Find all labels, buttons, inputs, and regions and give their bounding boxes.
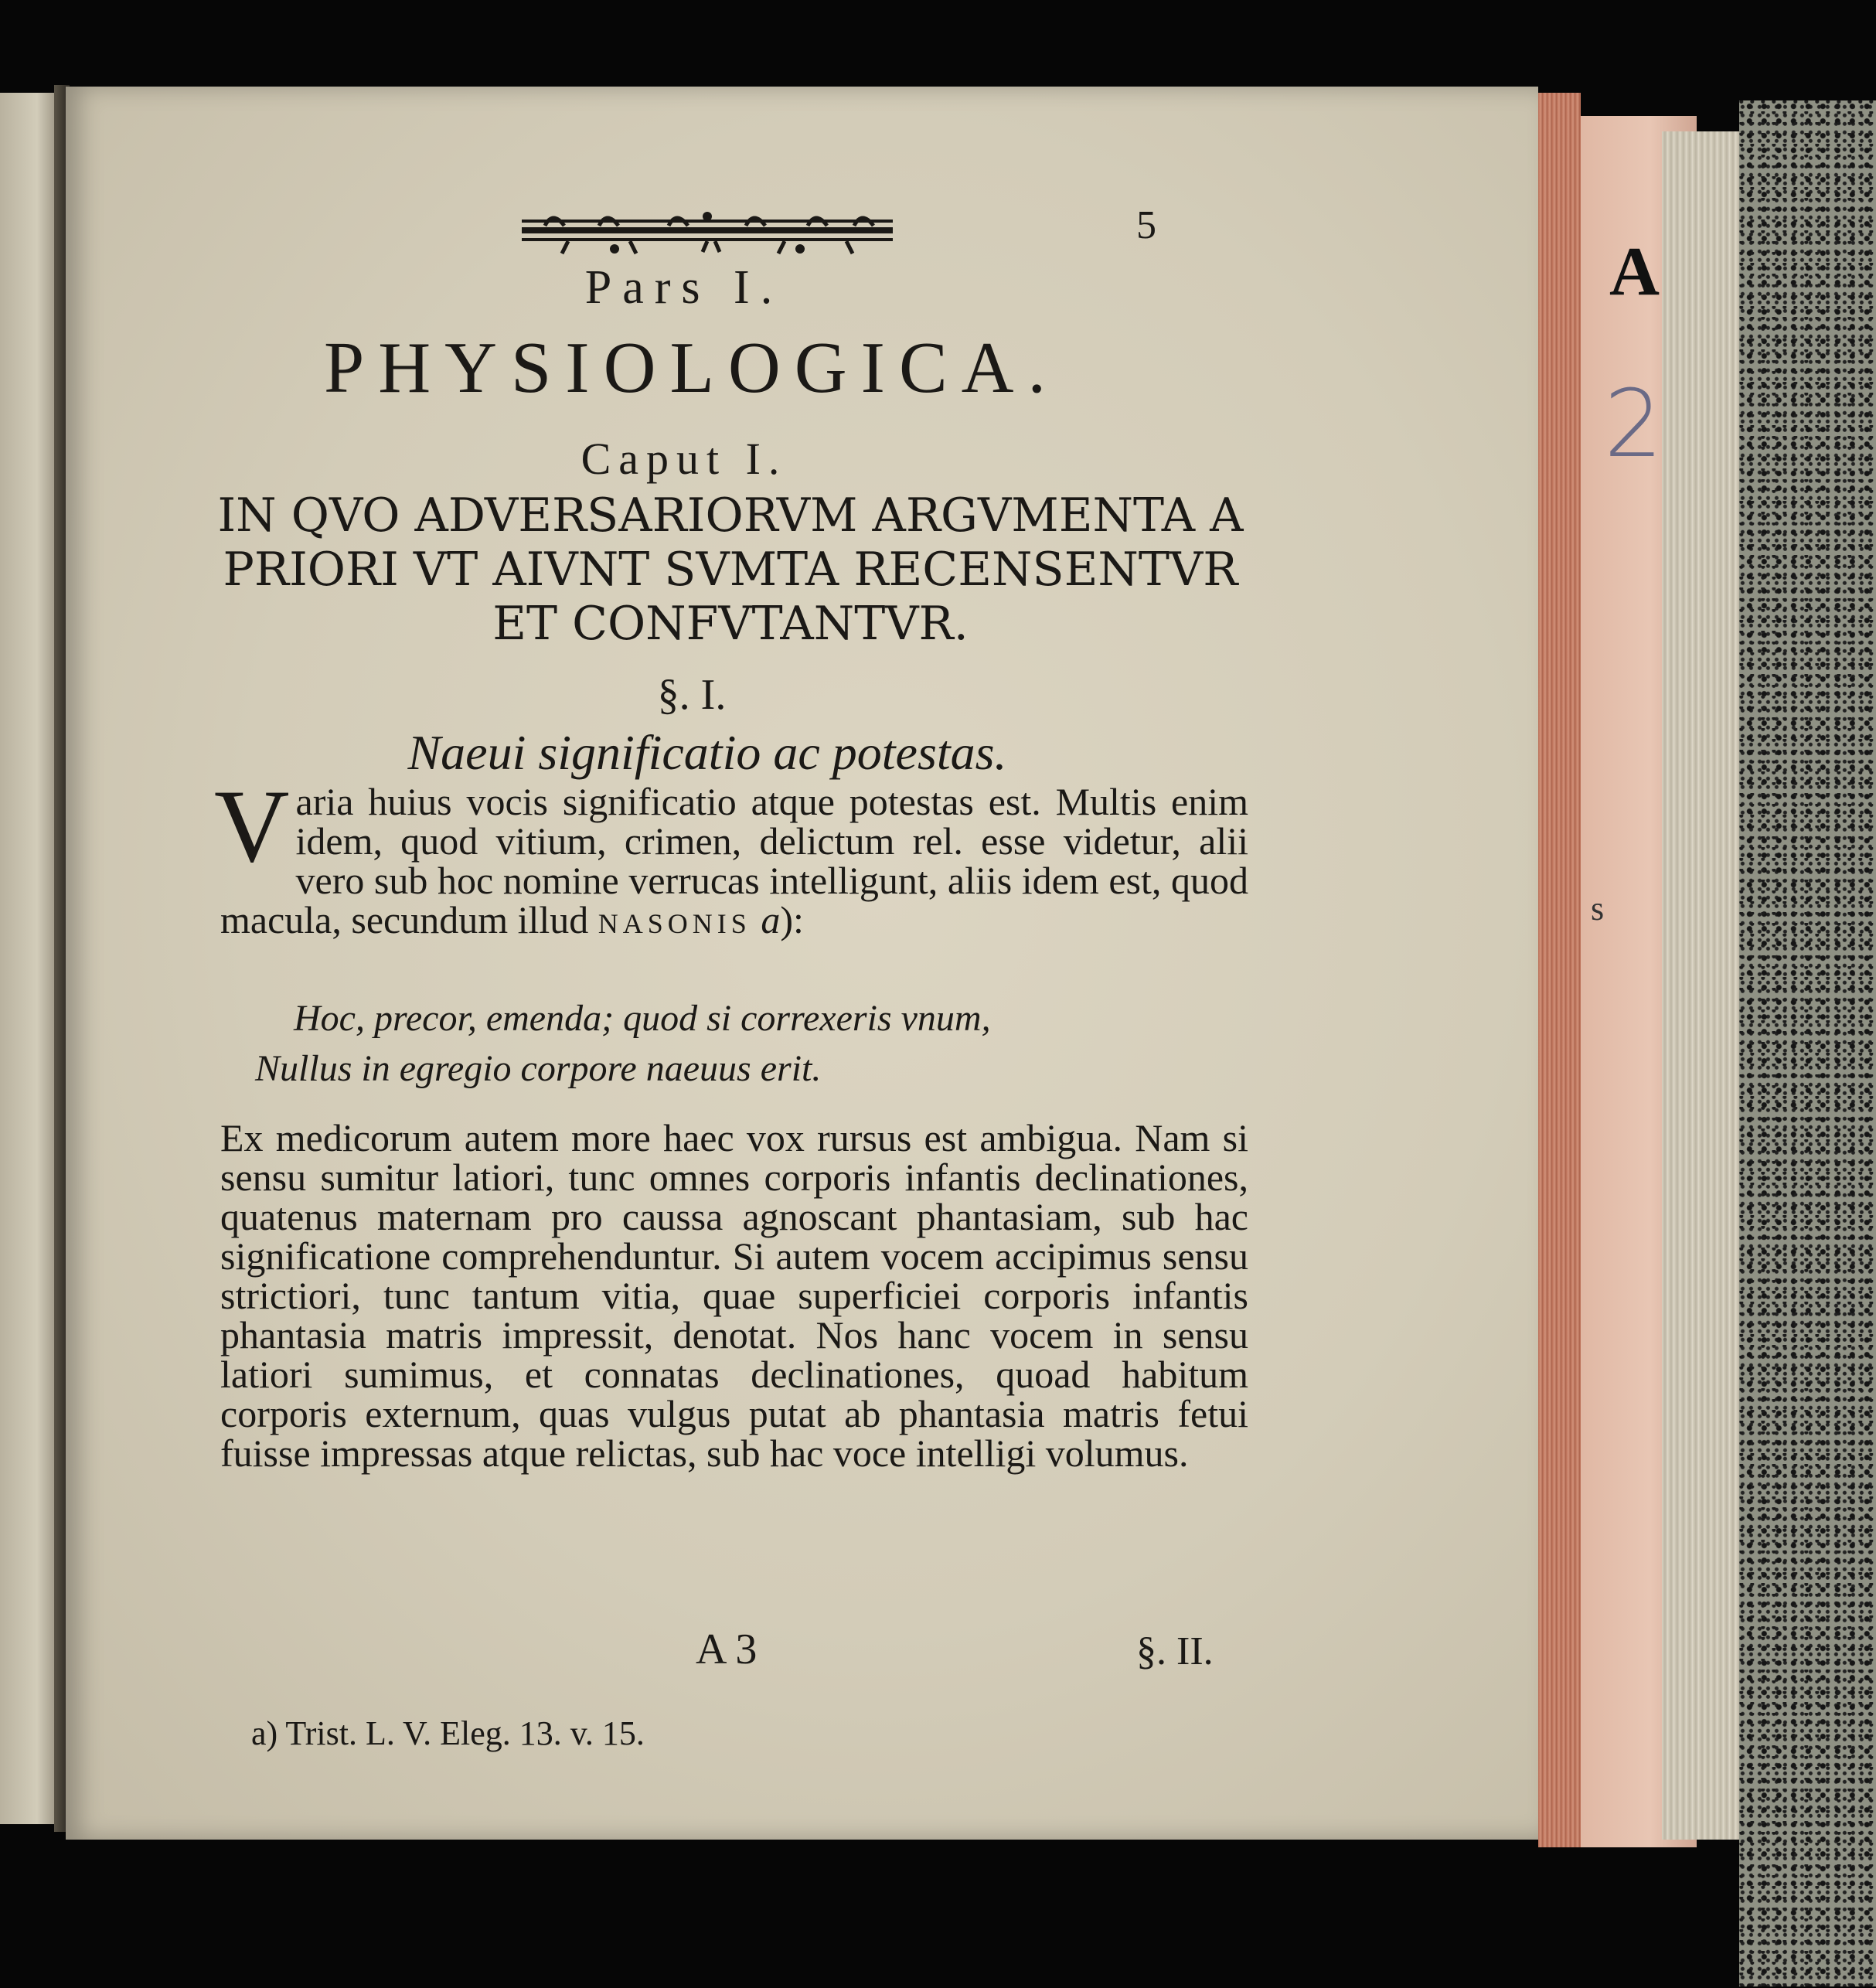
tab-number: 2 (1604, 371, 1663, 478)
chapter-heading (197, 488, 1264, 651)
section-title: Naeui significatio ac potestas. (407, 725, 1007, 780)
paragraph-1 (214, 769, 1248, 944)
drop-cap: V (214, 769, 290, 884)
verse-line: Nullus in egregio corpore naeuus erit. (255, 1048, 822, 1089)
marbled-cover-board (1739, 100, 1876, 1986)
chapter-label: Caput I. (581, 434, 788, 484)
paragraph-1-end: ): (780, 898, 804, 941)
catchword: §. II. (1136, 1629, 1214, 1673)
footnote: a) Trist. L. V. Eleg. 13. v. 15. (251, 1714, 645, 1752)
tab-letter: A (1609, 233, 1660, 310)
page-edges-red (1538, 93, 1581, 1847)
tab-edge-letter: s (1591, 890, 1605, 928)
paragraph-1-text: aria huius vocis significatio atque potestas est. Multis enim idem, quod vitium, crimen, delictum rel. esse videtur, alii vero sub hoc nomine verrucas intelligunt, aliis idem est, quod macula, secundum illud (220, 780, 1248, 941)
left-page-edge (0, 93, 62, 1824)
section-number: §. I. (657, 671, 727, 719)
author-name: NASONIS (598, 908, 751, 939)
page-number: 5 (1136, 203, 1156, 247)
part-label: Pars I. (584, 261, 784, 314)
chapter-heading-line: ET CONFVTANTVR. (492, 597, 969, 651)
book-page (66, 87, 1538, 1840)
page-stack (1662, 131, 1747, 1840)
chapter-heading-line: IN QVO ADVERSARIORVM ARGVMENTA A (217, 488, 1244, 543)
paragraph-2: Ex medicorum autem more haec vox rursus est ambigua. Nam si sensu sumitur latiori, tunc omnes corporis infantis declinationes, quatenus maternam pro caussa agnoscant phantasiam, sub hac significatione comprehenduntur. Si autem vocem accipimus sensu strictiori, tunc tantum vitia, quae superficiei corporis infantis phantasia matris impressit, denotat. Nos hanc vocem in sensu latiori sumimus, et connatas declinationes, quoad habitum corporis externum, quas vulgus putat ab phantasia matris fetui fuisse impressas atque relictas, sub hac voce intelligi volumus. (220, 1116, 1248, 1475)
ornament-icon (514, 195, 901, 264)
chapter-heading-line: PRIORI VT AIVNT SVMTA RECENSENTVR (223, 543, 1238, 597)
footnote-ref: a (761, 898, 781, 941)
verse-line: Hoc, precor, emenda; quod si correxeris vnum, (294, 998, 991, 1039)
part-title: PHYSIOLOGICA. (323, 328, 1061, 408)
signature-mark: A 3 (696, 1625, 758, 1673)
